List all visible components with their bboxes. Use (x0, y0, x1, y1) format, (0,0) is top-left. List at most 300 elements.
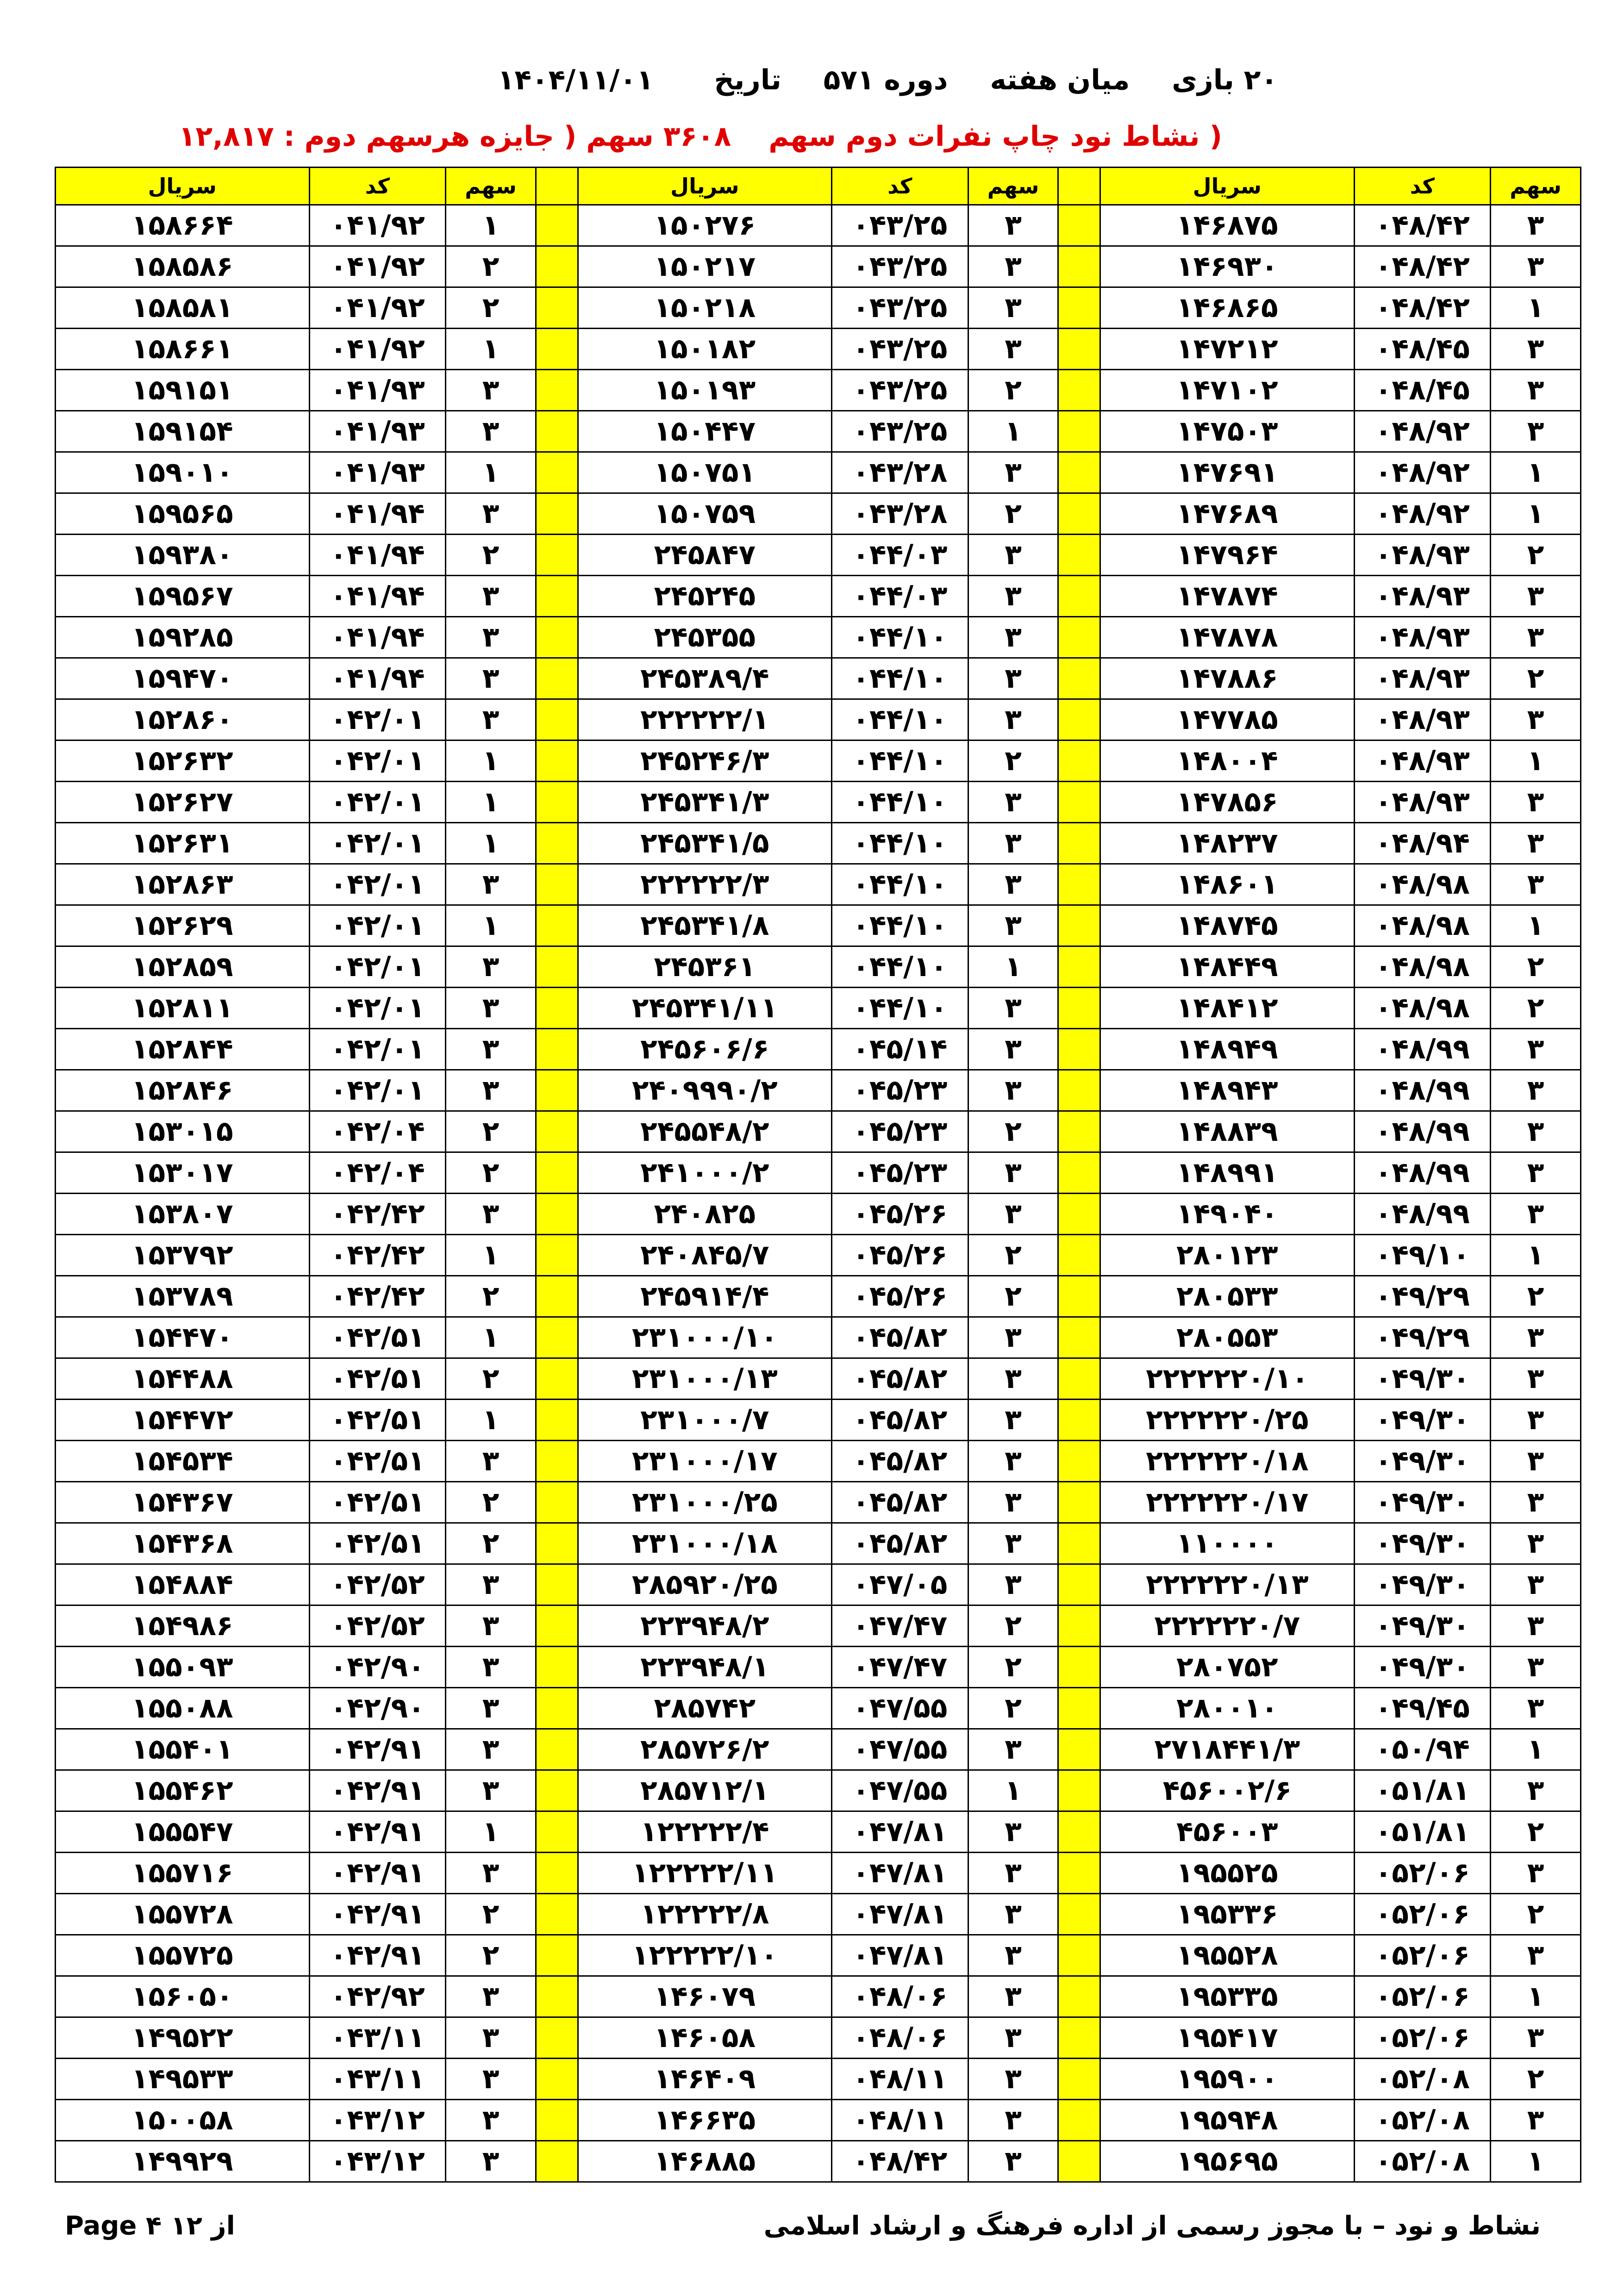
code-cell: ۰۴۱/۹۳ (309, 411, 446, 452)
serial-cell: ۱۵۰۱۸۲ (578, 329, 831, 370)
serial-cell: ۲۸۵۷۲۶/۲ (578, 1729, 831, 1770)
serial-cell: ۲۸۵۷۴۲ (578, 1688, 831, 1729)
shares-cell: ۳ (1491, 864, 1581, 905)
shares-cell: ۳ (446, 1029, 536, 1070)
code-cell: ۰۴۱/۹۳ (309, 452, 446, 493)
code-cell: ۰۴۲/۹۱ (309, 1811, 446, 1853)
code-cell: ۰۵۲/۰۸ (1354, 2100, 1491, 2141)
serial-cell: ۱۵۳۸۰۷ (56, 1194, 310, 1235)
code-cell: ۰۴۱/۹۲ (309, 287, 446, 329)
shares-cell: ۳ (968, 1400, 1058, 1441)
separator-cell (536, 1441, 578, 1482)
shares-cell: ۲ (1491, 1811, 1581, 1853)
separator-cell (1058, 740, 1100, 782)
separator-cell (1058, 1029, 1100, 1070)
code-cell: ۰۴۴/۱۰ (832, 905, 968, 946)
code-cell: ۰۴۲/۰۱ (309, 905, 446, 946)
serial-cell: ۲۲۲۲۲۲/۳ (578, 864, 831, 905)
code-cell: ۰۴۵/۲۳ (832, 1152, 968, 1194)
separator-cell (1058, 452, 1100, 493)
period-name: میان هفته (990, 64, 1130, 96)
table-row (56, 1770, 1581, 1811)
table-row (56, 205, 1581, 246)
code-cell: ۰۴۷/۵۵ (832, 1729, 968, 1770)
shares-cell: ۳ (1491, 1358, 1581, 1400)
serial-cell: ۱۵۰۱۹۳ (578, 370, 831, 411)
table-row (56, 1317, 1581, 1358)
serial-cell: ۱۴۷۷۸۵ (1100, 699, 1354, 740)
shares-cell: ۲ (968, 1111, 1058, 1152)
separator-cell (1058, 205, 1100, 246)
separator-cell (536, 1564, 578, 1605)
separator-cell (1058, 1400, 1100, 1441)
serial-cell: ۱۵۹۵۶۷ (56, 576, 310, 617)
shares-cell: ۲ (968, 1276, 1058, 1317)
code-cell: ۰۴۹/۳۰ (1354, 1564, 1491, 1605)
code-cell: ۰۴۲/۰۴ (309, 1111, 446, 1152)
code-cell: ۰۴۲/۵۱ (309, 1317, 446, 1358)
separator-cell (1058, 535, 1100, 576)
separator-cell (1058, 658, 1100, 699)
shares-info: ۳۶۰۸ سهم ( جایزه هرسهم دوم : ۱۲,۸۱۷ (178, 120, 731, 153)
serial-cell: ۱۴۹۵۲۲ (56, 2017, 310, 2059)
shares-cell: ۳ (968, 1894, 1058, 1935)
separator-cell (536, 1811, 578, 1853)
serial-cell: ۲۲۲۲۲۲/۱ (578, 699, 831, 740)
code-cell: ۰۴۳/۱۱ (309, 2017, 446, 2059)
serial-cell: ۱۵۴۴۷۰ (56, 1317, 310, 1358)
shares-cell: ۲ (968, 1235, 1058, 1276)
code-cell: ۰۵۲/۰۶ (1354, 1976, 1491, 2017)
shares-cell: ۱ (446, 740, 536, 782)
code-cell: ۰۴۲/۰۱ (309, 946, 446, 988)
serial-cell: ۲۴۱۰۰۰/۲ (578, 1152, 831, 1194)
serial-cell: ۱۵۳۷۹۲ (56, 1235, 310, 1276)
serial-cell: ۱۵۴۴۸۸ (56, 1358, 310, 1400)
shares-cell: ۱ (446, 1317, 536, 1358)
serial-cell: ۱۴۷۸۵۶ (1100, 782, 1354, 823)
serial-cell: ۱۴۷۲۱۲ (1100, 329, 1354, 370)
separator-cell (1058, 1317, 1100, 1358)
shares-cell: ۳ (446, 2059, 536, 2100)
code-cell: ۰۴۴/۱۰ (832, 864, 968, 905)
table-row (56, 1111, 1581, 1152)
code-cell: ۰۴۷/۵۵ (832, 1770, 968, 1811)
separator-cell (1058, 1935, 1100, 1976)
shares-cell: ۳ (446, 1853, 536, 1894)
col-separator (1058, 168, 1100, 205)
col-header-shares: سهم (1491, 168, 1581, 205)
separator-cell (536, 1647, 578, 1688)
code-cell: ۰۴۱/۹۲ (309, 329, 446, 370)
code-cell: ۰۴۸/۹۳ (1354, 658, 1491, 699)
separator-cell (1058, 2059, 1100, 2100)
serial-cell: ۱۴۸۴۴۹ (1100, 946, 1354, 988)
separator-cell (1058, 905, 1100, 946)
serial-cell: ۱۴۸۷۴۵ (1100, 905, 1354, 946)
serial-cell: ۱۴۶۶۳۵ (578, 2100, 831, 2141)
serial-cell: ۱۵۹۰۱۰ (56, 452, 310, 493)
shares-cell: ۳ (968, 329, 1058, 370)
separator-cell (536, 1523, 578, 1564)
code-cell: ۰۴۵/۲۶ (832, 1194, 968, 1235)
serial-cell: ۱۵۵۷۱۶ (56, 1853, 310, 1894)
serial-cell: ۲۸۰۰۱۰ (1100, 1688, 1354, 1729)
shares-cell: ۳ (446, 1070, 536, 1111)
separator-cell (536, 1235, 578, 1276)
code-cell: ۰۵۲/۰۶ (1354, 1853, 1491, 1894)
shares-cell: ۱ (1491, 740, 1581, 782)
table-row (56, 1070, 1581, 1111)
shares-cell: ۳ (968, 1564, 1058, 1605)
separator-cell (1058, 823, 1100, 864)
serial-cell: ۱۵۸۵۸۶ (56, 246, 310, 287)
code-cell: ۰۴۹/۳۰ (1354, 1441, 1491, 1482)
separator-cell (536, 1029, 578, 1070)
shares-cell: ۲ (1491, 946, 1581, 988)
shares-cell: ۲ (968, 740, 1058, 782)
serial-cell: ۲۳۱۰۰۰/۱۰ (578, 1317, 831, 1358)
separator-cell (536, 864, 578, 905)
separator-cell (1058, 2017, 1100, 2059)
code-cell: ۰۴۸/۹۳ (1354, 576, 1491, 617)
code-cell: ۰۴۹/۲۹ (1354, 1276, 1491, 1317)
serial-cell: ۱۹۵۶۹۵ (1100, 2141, 1354, 2182)
code-cell: ۰۴۹/۳۰ (1354, 1605, 1491, 1647)
code-cell: ۰۴۱/۹۲ (309, 246, 446, 287)
shares-cell: ۳ (446, 493, 536, 535)
table-row (56, 370, 1581, 411)
shares-cell: ۱ (446, 1811, 536, 1853)
separator-cell (536, 411, 578, 452)
serial-cell: ۱۵۲۶۳۱ (56, 823, 310, 864)
serial-cell: ۲۴۵۳۴۱/۳ (578, 782, 831, 823)
col-header-shares: سهم (446, 168, 536, 205)
shares-cell: ۳ (1491, 1564, 1581, 1605)
col-header-serial: سریال (1100, 168, 1354, 205)
code-cell: ۰۴۲/۰۱ (309, 988, 446, 1029)
shares-cell: ۱ (968, 1770, 1058, 1811)
separator-cell (1058, 864, 1100, 905)
shares-cell: ۳ (1491, 1853, 1581, 1894)
table-header-row (56, 168, 1581, 205)
serial-cell: ۱۴۹۰۴۰ (1100, 1194, 1354, 1235)
shares-cell: ۲ (968, 1605, 1058, 1647)
shares-cell: ۱ (1491, 1976, 1581, 2017)
serial-cell: ۱۴۷۶۸۹ (1100, 493, 1354, 535)
serial-cell: ۱۴۸۲۳۷ (1100, 823, 1354, 864)
serial-cell: ۱۴۶۴۰۹ (578, 2059, 831, 2100)
shares-cell: ۳ (968, 1853, 1058, 1894)
code-cell: ۰۴۸/۹۳ (1354, 617, 1491, 658)
separator-cell (536, 1400, 578, 1441)
separator-cell (1058, 1894, 1100, 1935)
code-cell: ۰۴۵/۸۲ (832, 1358, 968, 1400)
shares-cell: ۱ (1491, 452, 1581, 493)
separator-cell (1058, 1523, 1100, 1564)
code-cell: ۰۴۲/۵۱ (309, 1523, 446, 1564)
code-cell: ۰۴۱/۹۴ (309, 617, 446, 658)
serial-cell: ۱۴۸۹۹۱ (1100, 1152, 1354, 1194)
code-cell: ۰۴۵/۸۲ (832, 1523, 968, 1564)
code-cell: ۰۴۵/۸۲ (832, 1400, 968, 1441)
shares-cell: ۱ (446, 205, 536, 246)
round-label: دوره ۵۷۱ (823, 64, 948, 96)
serial-cell: ۱۵۲۸۶۰ (56, 699, 310, 740)
shares-cell: ۲ (446, 1111, 536, 1152)
table-row (56, 905, 1581, 946)
code-cell: ۰۴۸/۹۳ (1354, 740, 1491, 782)
shares-cell: ۱ (446, 452, 536, 493)
shares-cell: ۳ (446, 1688, 536, 1729)
shares-cell: ۳ (1491, 1194, 1581, 1235)
separator-cell (1058, 246, 1100, 287)
code-cell: ۰۴۲/۰۱ (309, 782, 446, 823)
serial-cell: ۱۵۵۷۲۵ (56, 1935, 310, 1976)
shares-cell: ۳ (968, 452, 1058, 493)
serial-cell: ۲۴۵۲۴۶/۳ (578, 740, 831, 782)
serial-cell: ۱۵۳۰۱۵ (56, 1111, 310, 1152)
serial-cell: ۱۲۲۲۲۲/۱۰ (578, 1935, 831, 1976)
code-cell: ۰۴۲/۴۲ (309, 1235, 446, 1276)
code-cell: ۰۴۷/۴۷ (832, 1647, 968, 1688)
serial-cell: ۴۵۶۰۰۲/۶ (1100, 1770, 1354, 1811)
separator-cell (1058, 617, 1100, 658)
code-cell: ۰۴۲/۹۱ (309, 1894, 446, 1935)
separator-cell (1058, 1605, 1100, 1647)
shares-cell: ۱ (446, 782, 536, 823)
separator-cell (1058, 1194, 1100, 1235)
serial-cell: ۲۸۰۵۵۳ (1100, 1317, 1354, 1358)
serial-cell: ۲۴۵۳۵۵ (578, 617, 831, 658)
separator-cell (536, 1317, 578, 1358)
shares-cell: ۳ (968, 287, 1058, 329)
shares-cell: ۳ (1491, 411, 1581, 452)
serial-cell: ۲۴۵۳۴۱/۵ (578, 823, 831, 864)
code-cell: ۰۴۱/۹۴ (309, 658, 446, 699)
code-cell: ۰۴۲/۹۲ (309, 1976, 446, 2017)
shares-cell: ۳ (1491, 1647, 1581, 1688)
shares-cell: ۲ (1491, 1894, 1581, 1935)
table-row (56, 988, 1581, 1029)
code-cell: ۰۴۲/۵۲ (309, 1564, 446, 1605)
serial-cell: ۱۵۰۰۵۸ (56, 2100, 310, 2141)
table-row (56, 1358, 1581, 1400)
code-cell: ۰۴۸/۱۱ (832, 2100, 968, 2141)
table-row (56, 287, 1581, 329)
code-cell: ۰۴۸/۹۳ (1354, 782, 1491, 823)
shares-cell: ۳ (1491, 1605, 1581, 1647)
code-cell: ۰۴۳/۲۵ (832, 205, 968, 246)
shares-cell: ۳ (968, 1029, 1058, 1070)
shares-cell: ۱ (446, 1235, 536, 1276)
serial-cell: ۱۵۹۴۷۰ (56, 658, 310, 699)
code-cell: ۰۵۲/۰۶ (1354, 1935, 1491, 1976)
table-row (56, 1935, 1581, 1976)
serial-cell: ۱۱۰۰۰۰ (1100, 1523, 1354, 1564)
shares-cell: ۳ (1491, 576, 1581, 617)
serial-cell: ۱۵۲۸۵۹ (56, 946, 310, 988)
separator-cell (536, 988, 578, 1029)
shares-cell: ۳ (968, 823, 1058, 864)
separator-cell (1058, 1276, 1100, 1317)
shares-cell: ۳ (968, 905, 1058, 946)
game-label: ۲۰ بازی (1172, 64, 1278, 96)
serial-cell: ۱۹۵۳۳۵ (1100, 1976, 1354, 2017)
shares-cell: ۲ (968, 1688, 1058, 1729)
code-cell: ۰۴۴/۱۰ (832, 740, 968, 782)
shares-cell: ۳ (446, 699, 536, 740)
separator-cell (1058, 1770, 1100, 1811)
table-row (56, 246, 1581, 287)
serial-cell: ۲۴۵۳۶۱ (578, 946, 831, 988)
shares-cell: ۳ (968, 1976, 1058, 2017)
code-cell: ۰۴۸/۹۳ (1354, 535, 1491, 576)
shares-cell: ۲ (446, 1152, 536, 1194)
table-row (56, 576, 1581, 617)
code-cell: ۰۴۲/۰۱ (309, 823, 446, 864)
serial-cell: ۱۲۲۲۲۲/۴ (578, 1811, 831, 1853)
code-cell: ۰۴۸/۹۸ (1354, 946, 1491, 988)
shares-cell: ۳ (968, 1523, 1058, 1564)
table-row (56, 2100, 1581, 2141)
table-row (56, 1029, 1581, 1070)
shares-cell: ۳ (968, 1070, 1058, 1111)
code-cell: ۰۴۸/۹۲ (1354, 493, 1491, 535)
separator-cell (536, 2017, 578, 2059)
table-row (56, 1688, 1581, 1729)
shares-cell: ۳ (1491, 699, 1581, 740)
separator-cell (1058, 1070, 1100, 1111)
separator-cell (536, 370, 578, 411)
serial-cell: ۲۴۵۳۴۱/۸ (578, 905, 831, 946)
separator-cell (536, 1111, 578, 1152)
serial-cell: ۱۲۲۲۲۲/۱۱ (578, 1853, 831, 1894)
date-label: تاریخ (714, 64, 781, 96)
serial-cell: ۱۵۹۵۶۵ (56, 493, 310, 535)
separator-cell (1058, 988, 1100, 1029)
serial-cell: ۱۴۷۸۸۶ (1100, 658, 1354, 699)
shares-cell: ۲ (968, 493, 1058, 535)
serial-cell: ۱۹۵۹۰۰ (1100, 2059, 1354, 2100)
serial-cell: ۲۴۵۵۴۸/۲ (578, 1111, 831, 1152)
table-row (56, 1482, 1581, 1523)
code-cell: ۰۵۲/۰۸ (1354, 2059, 1491, 2100)
code-cell: ۰۴۸/۴۲ (832, 2141, 968, 2182)
separator-cell (1058, 699, 1100, 740)
separator-cell (536, 1070, 578, 1111)
subtitle: ( نشاط نود چاپ نفرات دوم سهم (768, 120, 1222, 153)
serial-cell: ۲۴۵۸۴۷ (578, 535, 831, 576)
table-row (56, 740, 1581, 782)
shares-cell: ۲ (446, 1523, 536, 1564)
code-cell: ۰۵۱/۸۱ (1354, 1811, 1491, 1853)
date-value: ۱۴۰۴/۱۱/۰۱ (497, 64, 654, 96)
publisher-note: نشاط و نود – با مجوز رسمی از اداره فرهنگ و ارشاد اسلامی (763, 2211, 1541, 2241)
serial-cell: ۲۸۰۱۲۳ (1100, 1235, 1354, 1276)
shares-cell: ۳ (968, 2100, 1058, 2141)
shares-cell: ۱ (1491, 493, 1581, 535)
serial-cell: ۱۲۲۲۲۲/۸ (578, 1894, 831, 1935)
shares-cell: ۲ (1491, 535, 1581, 576)
code-cell: ۰۴۵/۸۲ (832, 1317, 968, 1358)
table-body (56, 205, 1581, 2182)
code-cell: ۰۴۴/۱۰ (832, 988, 968, 1029)
separator-cell (1058, 1235, 1100, 1276)
serial-cell: ۱۴۹۹۲۹ (56, 2141, 310, 2182)
code-cell: ۰۴۸/۹۹ (1354, 1152, 1491, 1194)
serial-cell: ۱۹۵۹۴۸ (1100, 2100, 1354, 2141)
serial-cell: ۱۵۲۸۶۳ (56, 864, 310, 905)
code-cell: ۰۴۲/۵۱ (309, 1441, 446, 1482)
table-row (56, 1729, 1581, 1770)
code-cell: ۰۴۷/۸۱ (832, 1853, 968, 1894)
separator-cell (1058, 1564, 1100, 1605)
table-row (56, 1276, 1581, 1317)
separator-cell (536, 1358, 578, 1400)
shares-cell: ۳ (446, 946, 536, 988)
serial-cell: ۱۵۹۳۸۰ (56, 535, 310, 576)
serial-cell: ۱۵۳۷۸۹ (56, 1276, 310, 1317)
code-cell: ۰۵۲/۰۶ (1354, 2017, 1491, 2059)
shares-cell: ۳ (1491, 205, 1581, 246)
shares-cell: ۳ (446, 2141, 536, 2182)
shares-cell: ۲ (446, 1276, 536, 1317)
code-cell: ۰۴۴/۰۳ (832, 535, 968, 576)
separator-cell (536, 1853, 578, 1894)
shares-cell: ۳ (1491, 370, 1581, 411)
shares-cell: ۳ (968, 576, 1058, 617)
code-cell: ۰۴۵/۲۶ (832, 1276, 968, 1317)
code-cell: ۰۴۱/۹۴ (309, 576, 446, 617)
shares-cell: ۳ (446, 658, 536, 699)
separator-cell (1058, 1482, 1100, 1523)
code-cell: ۰۴۴/۱۰ (832, 782, 968, 823)
serial-cell: ۱۵۶۰۵۰ (56, 1976, 310, 2017)
code-cell: ۰۴۲/۵۲ (309, 1605, 446, 1647)
serial-cell: ۱۵۴۳۶۸ (56, 1523, 310, 1564)
code-cell: ۰۴۴/۱۰ (832, 617, 968, 658)
shares-cell: ۳ (446, 370, 536, 411)
col-header-code: کد (832, 168, 968, 205)
serial-cell: ۱۵۹۱۵۱ (56, 370, 310, 411)
code-cell: ۰۴۸/۴۵ (1354, 329, 1491, 370)
separator-cell (536, 452, 578, 493)
shares-cell: ۳ (968, 1811, 1058, 1853)
code-cell: ۰۴۲/۰۱ (309, 699, 446, 740)
table-row (56, 1811, 1581, 1853)
serial-cell: ۱۵۲۸۴۴ (56, 1029, 310, 1070)
code-cell: ۰۴۳/۱۲ (309, 2100, 446, 2141)
code-cell: ۰۴۸/۴۲ (1354, 205, 1491, 246)
separator-cell (1058, 576, 1100, 617)
serial-cell: ۱۹۵۳۳۶ (1100, 1894, 1354, 1935)
separator-cell (536, 329, 578, 370)
code-cell: ۰۴۲/۹۱ (309, 1853, 446, 1894)
separator-cell (536, 658, 578, 699)
code-cell: ۰۴۸/۹۹ (1354, 1029, 1491, 1070)
shares-cell: ۲ (446, 1935, 536, 1976)
shares-cell: ۳ (1491, 1770, 1581, 1811)
code-cell: ۰۴۷/۴۷ (832, 1605, 968, 1647)
serial-cell: ۲۸۵۷۱۲/۱ (578, 1770, 831, 1811)
separator-cell (536, 617, 578, 658)
serial-cell: ۱۴۸۴۱۲ (1100, 988, 1354, 1029)
shares-cell: ۳ (446, 1564, 536, 1605)
shares-cell: ۳ (446, 1729, 536, 1770)
separator-cell (1058, 1111, 1100, 1152)
code-cell: ۰۴۳/۲۵ (832, 411, 968, 452)
